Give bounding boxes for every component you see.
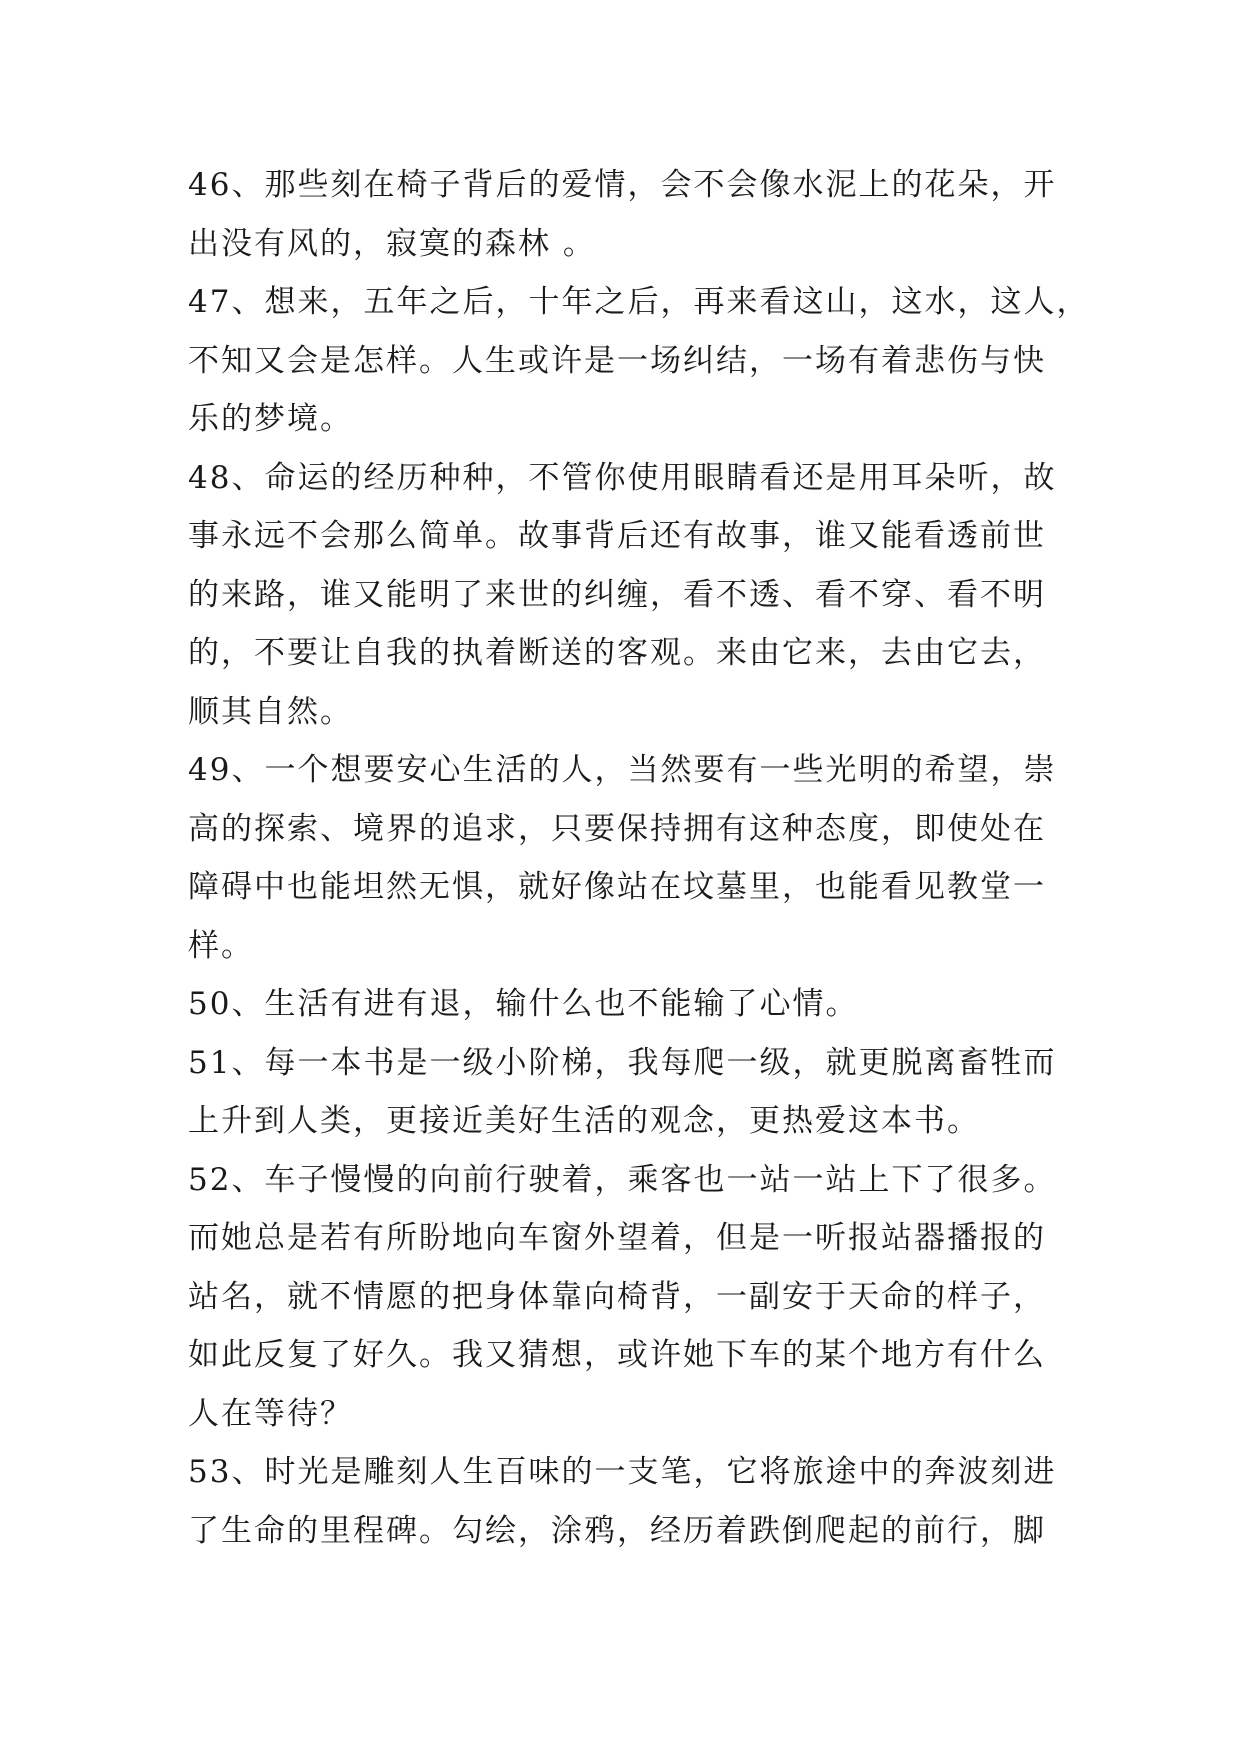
- text-line: 了生命的里程碑。勾绘，涂鸦，经历着跌倒爬起的前行，脚: [188, 1512, 1046, 1549]
- text-line: 53、时光是雕刻人生百味的一支笔，它将旅途中的奔波刻进: [188, 1454, 1057, 1490]
- text-line: 样。: [188, 927, 254, 964]
- text-line: 的来路，谁又能明了来世的纠缠，看不透、看不穿、看不明: [188, 576, 1046, 613]
- text-line: 而她总是若有所盼地向车窗外望着，但是一听报站器播报的: [188, 1220, 1046, 1256]
- text-line: 如此反复了好久。我又猜想，或许她下车的某个地方有什么: [188, 1337, 1046, 1373]
- text-line: 的，不要让自我的执着断送的客观。来由它来，去由它去，: [188, 635, 1046, 671]
- text-line: 高的探索、境界的追求，只要保持拥有这种态度，即使处在: [188, 810, 1046, 847]
- text-line: 48、命运的经历种种，不管你使用眼睛看还是用耳朵听，故: [188, 459, 1057, 496]
- text-line: 乐的梦境。: [188, 401, 353, 437]
- text-line: 52、车子慢慢的向前行驶着，乘客也一站一站上下了很多。: [188, 1161, 1057, 1198]
- text-line: 站名，就不情愿的把身体靠向椅背，一副安于天命的样子，: [188, 1278, 1046, 1315]
- text-line: 51、每一本书是一级小阶梯，我每爬一级，就更脱离畜牲而: [188, 1044, 1057, 1081]
- text-line: 障碍中也能坦然无惧，就好像站在坟墓里，也能看见教堂一: [188, 869, 1046, 905]
- text-line: 46、那些刻在椅子背后的爱情，会不会像水泥上的花朵，开: [188, 167, 1057, 203]
- text-line: 人在等待？: [188, 1395, 353, 1432]
- text-line: 顺其自然。: [188, 693, 353, 730]
- text-line: 上升到人类，更接近美好生活的观念，更热爱这本书。: [188, 1103, 980, 1139]
- text-line: 47、想来，五年之后，十年之后，再来看这山，这水，这人，: [188, 284, 1090, 320]
- document-body: [188, 156, 1090, 1560]
- text-line: 事永远不会那么简单。故事背后还有故事，谁又能看透前世: [188, 518, 1046, 554]
- text-line: 不知又会是怎样。人生或许是一场纠结，一场有着悲伤与快: [188, 342, 1046, 379]
- text-line: 出没有风的，寂寞的森林 。: [188, 225, 596, 262]
- text-line: 50、生活有进有退，输什么也不能输了心情。: [188, 986, 859, 1022]
- text-line: 49、一个想要安心生活的人，当然要有一些光明的希望，崇: [188, 752, 1057, 788]
